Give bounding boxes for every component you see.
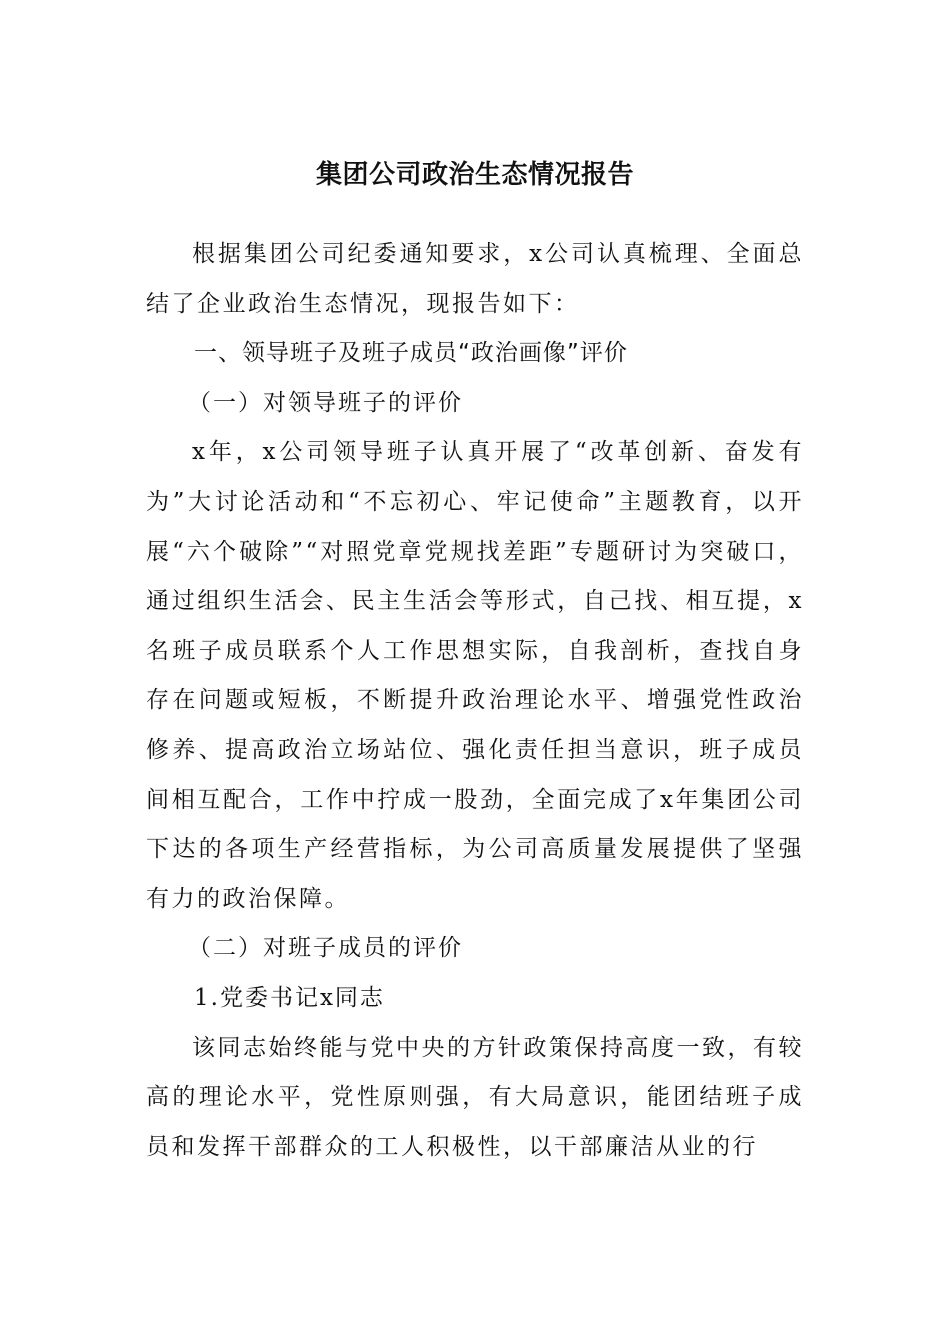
item-1-heading: 1.党委书记x同志 — [194, 984, 385, 1011]
subsection-1-paragraph: x年，x公司领导班子认真开展了“改革创新、奋发有为”大讨论活动和“不忘初心、牢记使命”主题教育，以开展“六个破除”“对照党章党规找差距”专题研讨为突破口，通过组织生活会、民主生活会等形式，自己找、相互提，x名班子成员联系个人工作思想实际，自我剖析，查找自身存在问题或短板，不断提升政治理论水平、增强党性政治修养、提高政治立场站位、强化责任担当意识，班子成员间相互配合，工作中拧成一股劲，全面完成了x年集团公司下达的各项生产经营指标，为公司高质量发展提供了坚强有力的政治保障。 — [146, 439, 804, 912]
section-1-heading: 一、领导班子及班子成员“政治画像”评价 — [194, 340, 628, 367]
document-title: 集团公司政治生态情况报告 — [315, 160, 634, 190]
subsection-1-heading: （一）对领导班子的评价 — [188, 389, 463, 416]
document-body — [146, 230, 804, 1172]
item-1-paragraph: 该同志始终能与党中央的方针政策保持高度一致，有较高的理论水平，党性原则强，有大局意识，能团结班子成员和发挥干部群众的工人积极性，以干部廉洁从业的行 — [146, 1034, 804, 1160]
intro-paragraph: 根据集团公司纪委通知要求，x公司认真梳理、全面总结了企业政治生态情况，现报告如下： — [146, 241, 804, 317]
subsection-2-heading: （二）对班子成员的评价 — [188, 935, 463, 962]
